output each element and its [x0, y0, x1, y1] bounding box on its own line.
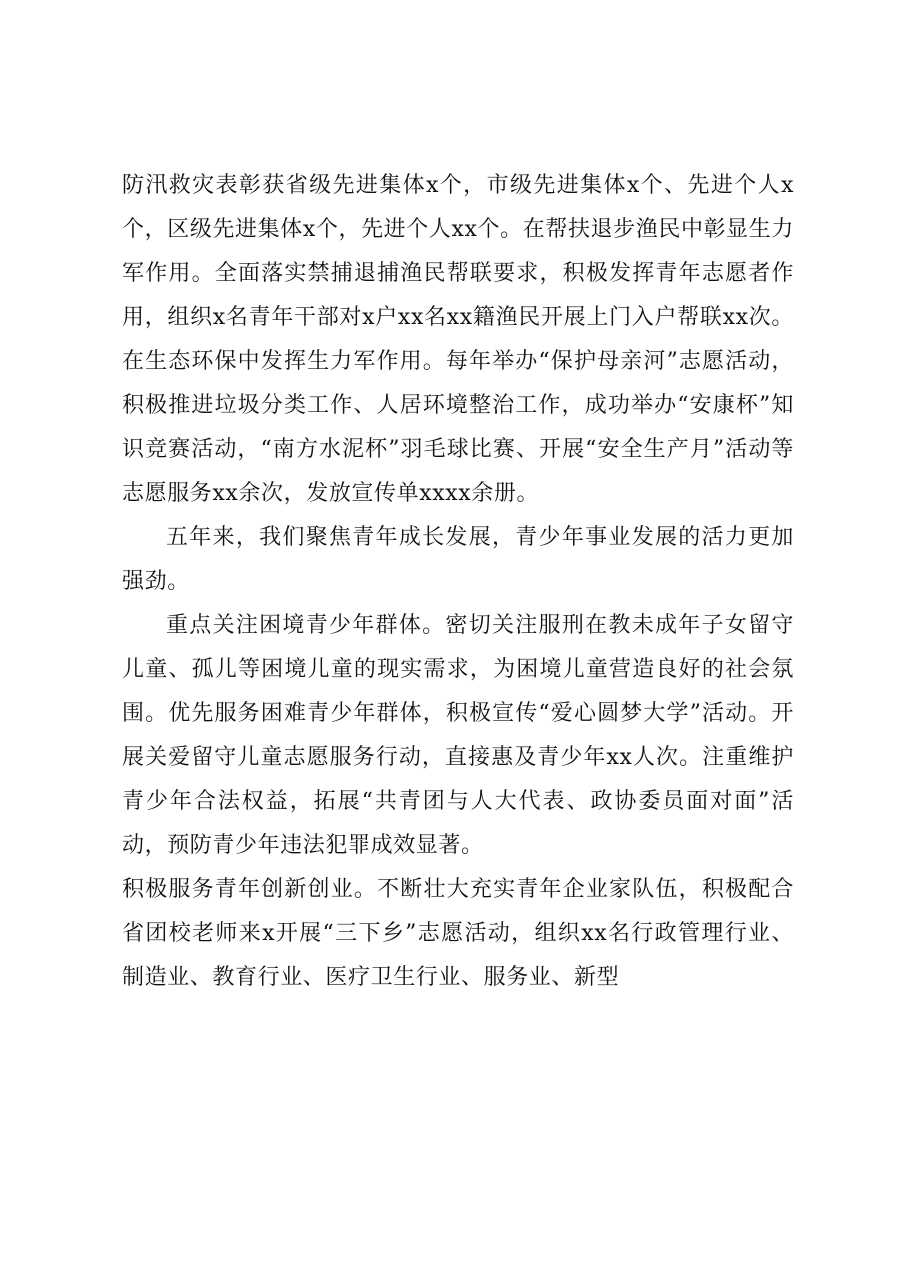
paragraph-five-years-summary: 五年来，我们聚焦青年成长发展，青少年事业发展的活力更加强劲。 — [122, 525, 794, 594]
document-body — [122, 164, 794, 1000]
paragraph-youth-entrepreneurship: 积极服务青年创新创业。不断壮大充实青年企业家队伍，积极配合省团校老师来x开展“三下乡”志愿活动，组织xx名行政管理行业、制造业、教育行业、医疗卫生行业、服务业、新型 — [122, 877, 794, 990]
paragraph-flood-relief-continuation: 防汛救灾表彰获省级先进集体x个，市级先进集体x个、先进个人x个，区级先进集体x个，先进个人xx个。在帮扶退步渔民中彰显生力军作用。全面落实禁捕退捕渔民帮联要求，积极发挥青年志愿者作用，组织x名青年干部对x户xx名xx籍渔民开展上门入户帮联xx次。在生态环保中发挥生力军作用。每年举办“保护母亲河”志愿活动，积极推进垃圾分类工作、人居环境整治工作，成功举办“安康杯”知识竞赛活动，“南方水泥杯”羽毛球比赛、开展“安全生产月”活动等志愿服务xx余次，发放宣传单xxxx余册。 — [122, 173, 794, 506]
paragraph-vulnerable-youth: 重点关注困境青少年群体。密切关注服刑在教未成年子女留守儿童、孤儿等困境儿童的现实需求，为困境儿童营造良好的社会氛围。优先服务困难青少年群体，积极宣传“爱心圆梦大学”活动。开展关爱留守儿童志愿服务行动，直接惠及青少年xx人次。注重维护青少年合法权益，拓展“共青团与人大代表、政协委员面对面”活动，预防青少年违法犯罪成效显著。 — [122, 613, 794, 858]
